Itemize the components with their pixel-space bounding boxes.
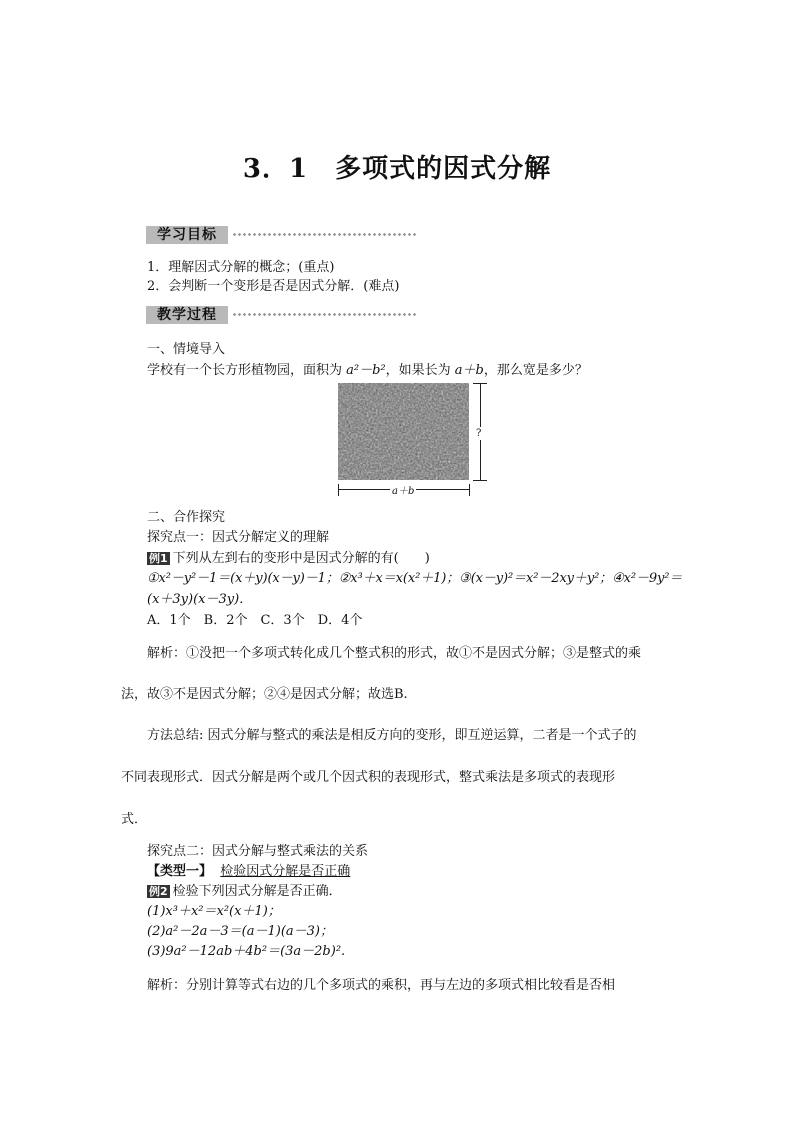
example2-question-text: 检验下列因式分解是否正确． — [172, 884, 342, 899]
part1-text — [147, 359, 588, 378]
example1-options-line1: ①x²－y²－1＝(x＋y)(x－y)－1；②x³＋x＝x(x²＋1)；③(x－y)²＝x²－2xy＋y²；④x²－9y²＝ — [147, 571, 683, 586]
example2-item-3: (3)9a²－12ab＋4b²＝(3a－2b)². — [147, 944, 346, 959]
goal-item-2: 2．会判断一个变形是否是因式分解．(难点) — [147, 279, 400, 294]
example1-analysis-line2: 法，故③不是因式分解；②④是因式分解；故选B. — [121, 687, 408, 702]
dimension-tick — [469, 484, 470, 496]
length-expression: a＋b — [454, 363, 484, 378]
type1-tag: 【类型一】 — [147, 864, 213, 879]
part1-text-mid: ，如果长为 — [385, 363, 455, 378]
length-label: a＋b — [390, 482, 416, 497]
example2-question — [147, 880, 342, 899]
area-expression: a²－b² — [346, 363, 386, 378]
type1-heading — [147, 860, 350, 879]
dotted-divider — [232, 313, 418, 316]
dimension-tick — [338, 484, 339, 496]
garden-photo — [338, 383, 469, 480]
section-label-process: 教学过程 — [146, 306, 228, 324]
part1-text-post: ，那么宽是多少？ — [483, 363, 588, 378]
point1-heading: 探究点一：因式分解定义的理解 — [147, 530, 330, 545]
height-question-label: ? — [476, 428, 482, 439]
method-summary-line1: 方法总结: 因式分解与整式的乘法是相反方向的变形，即互逆运算，二者是一个式子的 — [147, 728, 637, 743]
section-label-goals: 学习目标 — [146, 226, 228, 244]
example1-choices: A．1个 B．2个 C．3个 D．4个 — [147, 613, 363, 628]
dotted-divider — [232, 233, 418, 236]
example1-question-text: 下列从左到右的变形中是因式分解的有( ) — [172, 551, 430, 566]
example1-badge: 例1 — [149, 552, 168, 565]
example1-analysis-line1: 解析：①没把一个多项式转化成几个整式积的形式，故①不是因式分解；③是整式的乘 — [147, 646, 642, 661]
section-banner-process — [146, 306, 418, 324]
example2-badge: 例2 — [149, 885, 168, 898]
part1-text-pre: 学校有一个长方形植物园，面积为 — [147, 363, 347, 378]
example2-analysis: 解析：分别计算等式右边的几个多项式的乘积，再与左边的多项式相比较看是否相 — [147, 978, 616, 993]
example2-item-1: (1)x³＋x²＝x²(x＋1)； — [147, 904, 281, 919]
dimension-tick — [473, 480, 487, 481]
example1-question — [147, 547, 430, 566]
point2-heading: 探究点二：因式分解与整式乘法的关系 — [147, 844, 369, 859]
part2-heading: 二、合作探究 — [147, 510, 226, 525]
example1-options-line2: (x＋3y)(x－3y)． — [147, 592, 253, 607]
part1-heading: 一、情境导入 — [147, 342, 226, 357]
section-banner-goals — [146, 226, 418, 244]
goal-item-1: 1．理解因式分解的概念；(重点) — [147, 260, 335, 275]
method-summary-line2: 不同表现形式．因式分解是两个或几个因式积的表现形式，整式乘法是多项式的表现形 — [121, 770, 616, 785]
method-summary-line3: 式． — [121, 812, 148, 827]
type1-title: 检验因式分解是否正确 — [220, 864, 351, 879]
page-title: 3．1 多项式的因式分解 — [242, 154, 552, 184]
example2-item-2: (2)a²－2a－3＝(a－1)(a－3)； — [147, 924, 333, 939]
